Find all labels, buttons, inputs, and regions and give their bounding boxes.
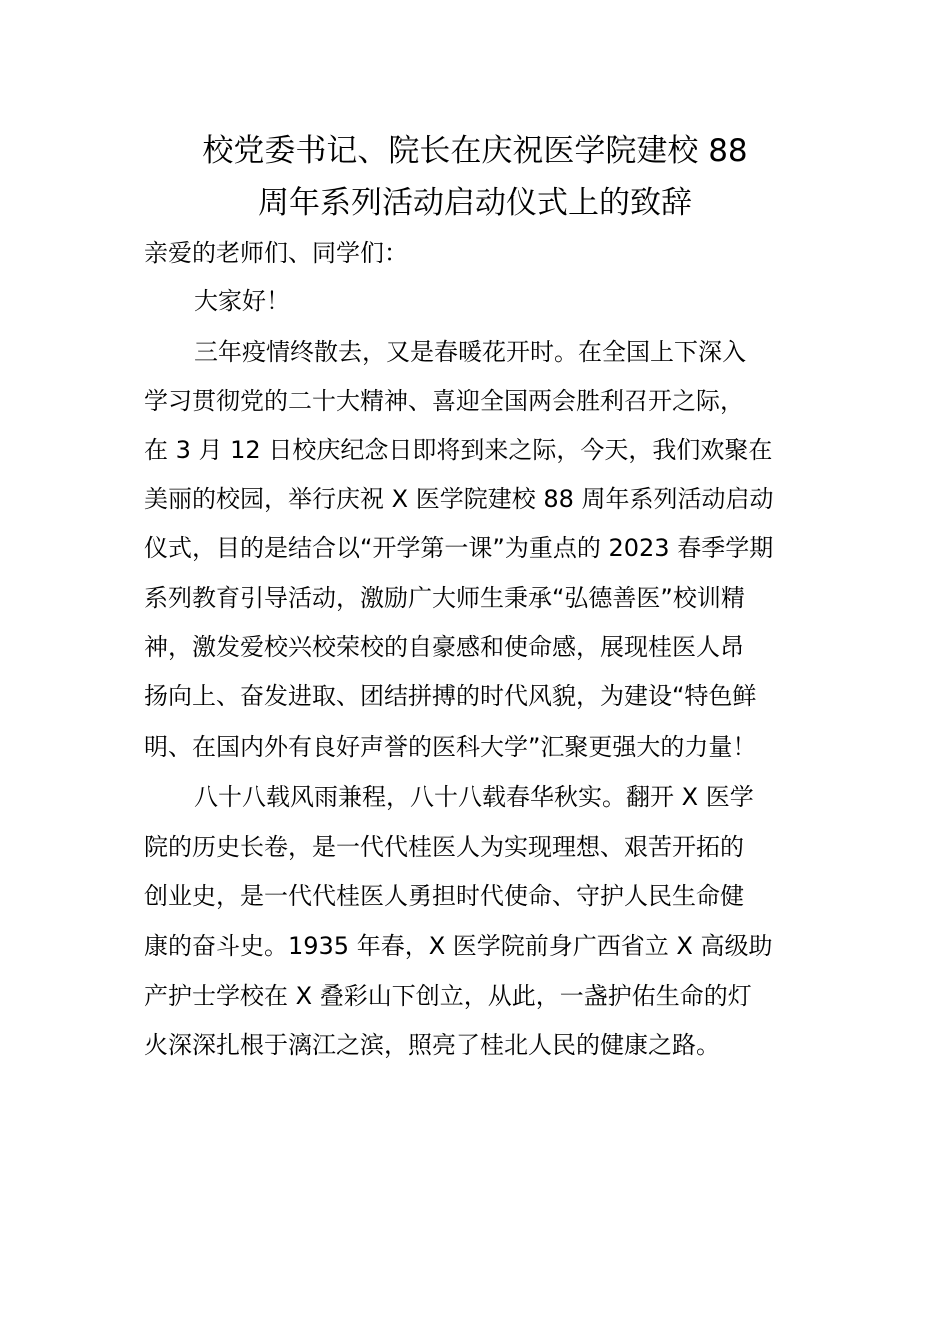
document-title-line-1: 校党委书记、院长在庆祝医学院建校 88	[202, 133, 748, 169]
paragraph-line: 神，激发爱校兴校荣校的自豪感和使命感，展现桂医人昂	[144, 633, 744, 661]
paragraph-line: 仪式，目的是结合以“开学第一课”为重点的 2023 春季学期	[144, 534, 774, 562]
salutation: 亲爱的老师们、同学们：	[144, 239, 408, 267]
paragraph-line: 在 3 月 12 日校庆纪念日即将到来之际，今天，我们欢聚在	[144, 436, 773, 464]
paragraph-line: 产护士学校在 X 叠彩山下创立，从此，一盏护佑生命的灯	[144, 982, 752, 1010]
paragraph-line: 学习贯彻党的二十大精神、喜迎全国两会胜利召开之际，	[144, 387, 744, 415]
paragraph-line: 美丽的校园，举行庆祝 X 医学院建校 88 周年系列活动启动	[144, 485, 774, 513]
paragraph-line: 明、在国内外有良好声誉的医科大学”汇聚更强大的力量！	[144, 733, 757, 761]
paragraph-line: 三年疫情终散去，又是春暖花开时。在全国上下深入	[194, 338, 746, 366]
greeting: 大家好！	[194, 287, 290, 315]
paragraph-line: 扬向上、奋发进取、团结拼搏的时代风貌，为建设“特色鲜	[144, 682, 757, 710]
paragraph-line: 系列教育引导活动，激励广大师生秉承“弘德善医”校训精	[144, 584, 745, 612]
paragraph-line: 创业史，是一代代桂医人勇担时代使命、守护人民生命健	[144, 882, 744, 910]
paragraph-line: 院的历史长卷，是一代代桂医人为实现理想、艰苦开拓的	[144, 833, 744, 861]
paragraph-line: 八十八载风雨兼程，八十八载春华秋实。翻开 X 医学	[194, 783, 754, 811]
document-title-line-2: 周年系列活动启动仪式上的致辞	[258, 185, 692, 221]
paragraph-line: 康的奋斗史。1935 年春，X 医学院前身广西省立 X 高级助	[144, 932, 773, 960]
paragraph-line: 火深深扎根于漓江之滨，照亮了桂北人民的健康之路。	[144, 1031, 720, 1059]
